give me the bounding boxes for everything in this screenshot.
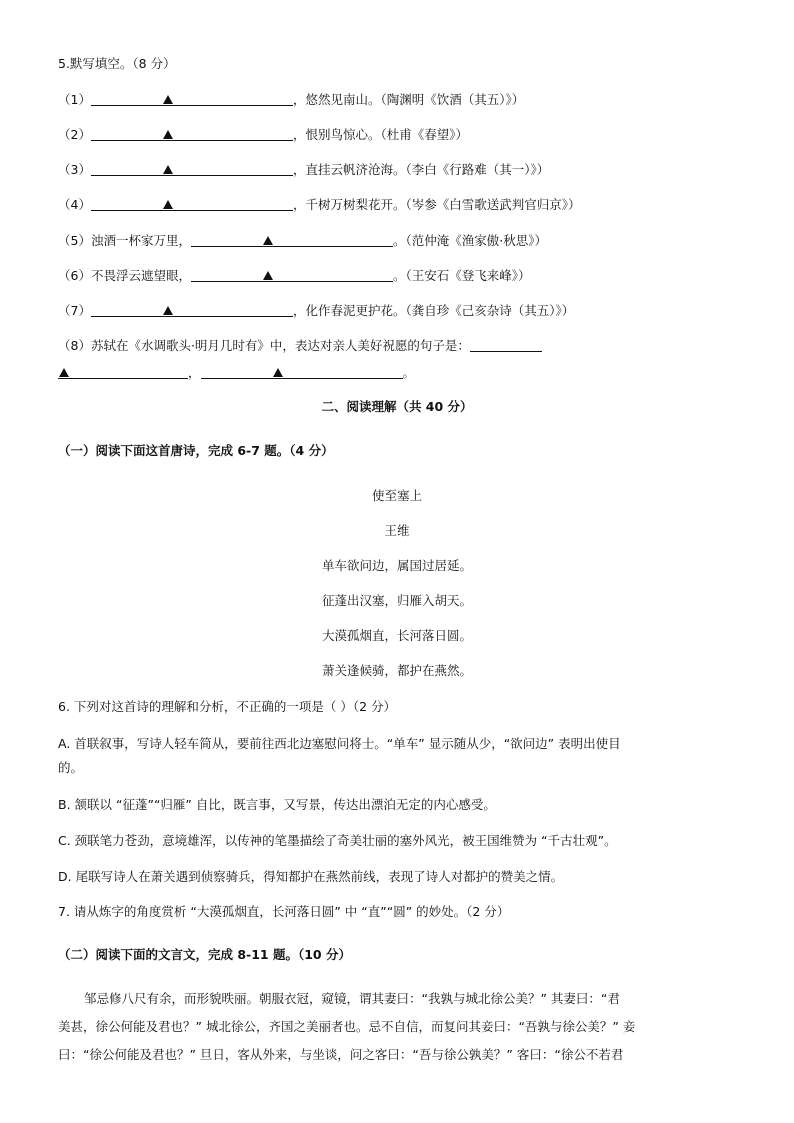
q5-item-5	[58, 232, 547, 249]
item-number: （4）	[58, 197, 91, 212]
item-text: ，悠然见南山。（陶渊明《饮酒（其五）》）	[292, 92, 525, 107]
passage-line-1: 邹忌修八尺有余，而形貌昳丽。朝服衣冠，窥镜，谓其妻曰：“我孰与城北徐公美？” 其妻曰：“君	[84, 991, 620, 1006]
q5-title: 5.默写填空。（8 分）	[58, 56, 176, 71]
q5-item-8	[58, 337, 542, 354]
item-text: ，千树万树梨花开。（岑参《白雪歌送武判官归京》）	[292, 197, 581, 212]
answer-blank[interactable]	[470, 337, 542, 352]
item-text: 苏轼在《水调歌头·明月几时有》中，表达对亲人美好祝愿的句子是：	[90, 338, 470, 353]
item-text: ，	[188, 365, 201, 380]
item-text: ，直挂云帆济沧海。（李白《行路难（其一）》）	[292, 162, 550, 177]
poem-line-1: 单车欲问边，属国过居延。	[321, 558, 472, 573]
passage-line-2: 美甚，徐公何能及君也？” 城北徐公，齐国之美丽者也。忌不自信，而复问其妾曰：“吾孰与徐公美？” 妾	[58, 1019, 636, 1034]
item-number: （1）	[58, 92, 91, 107]
item-text: 。（范仲淹《渔家傲·秋思》）	[392, 233, 547, 248]
section-title: 二、阅读理解（共 40 分）	[321, 399, 473, 414]
item-number: （3）	[58, 162, 91, 177]
triangle-marker-icon	[163, 306, 173, 315]
q7-stem: 7. 请从炼字的角度赏析 “大漠孤烟直，长河落日圆” 中 “直”“圆” 的妙处。（2 分）	[58, 904, 510, 919]
answer-blank[interactable]	[191, 267, 393, 282]
item-number: （8）	[58, 338, 91, 353]
q5-item-7	[58, 302, 574, 319]
item-number: （2）	[58, 127, 91, 142]
item-number: （7）	[58, 303, 91, 318]
poem-author: 王维	[384, 523, 410, 538]
part2-heading: （二）阅读下面的文言文，完成 8-11 题。（10 分）	[58, 947, 351, 962]
answer-blank[interactable]	[91, 196, 293, 211]
answer-blank[interactable]	[91, 91, 293, 106]
triangle-marker-icon	[263, 271, 273, 280]
item-text: 不畏浮云遮望眼，	[90, 268, 191, 283]
q5-item-1	[58, 91, 524, 108]
poem-line-3: 大漠孤烟直，长河落日圆。	[321, 628, 472, 643]
q5-item-6	[58, 267, 530, 284]
q6-option-a: A. 首联叙事，写诗人轻车简从，要前往西北边塞慰问将士。“单车” 显示随从少，“欲问边” 表明出使目	[58, 736, 621, 751]
q5-item-3	[58, 161, 549, 178]
answer-blank[interactable]	[191, 232, 393, 247]
item-text: 。	[402, 365, 416, 380]
triangle-marker-icon	[163, 95, 173, 104]
answer-blank[interactable]	[91, 302, 293, 317]
poem-line-4: 萧关逢候骑，都护在燕然。	[321, 663, 472, 678]
q6-option-b: B. 颔联以 “征蓬”“归雁” 自比，既言事，又写景，传达出漂泊无定的内心感受。	[58, 797, 496, 812]
triangle-marker-icon	[263, 236, 273, 245]
item-number: （6）	[58, 268, 91, 283]
triangle-marker-icon	[163, 165, 173, 174]
poem-line-2: 征蓬出汉塞，归雁入胡天。	[321, 593, 472, 608]
passage-line-3: 曰：“徐公何能及君也？” 旦日，客从外来，与坐谈，问之客曰：“吾与徐公孰美？” 客曰：“徐公不若君	[58, 1047, 624, 1062]
q5-item-2	[58, 126, 468, 143]
triangle-marker-icon	[59, 368, 69, 377]
q5-item-8-line2	[58, 364, 415, 381]
triangle-marker-icon	[163, 130, 173, 139]
item-text: 。（王安石《登飞来峰》）	[392, 268, 531, 283]
answer-blank[interactable]	[58, 364, 188, 379]
q6-option-d: D. 尾联写诗人在萧关遇到侦察骑兵，得知都护在燕然前线，表现了诗人对都护的赞美之情。	[58, 869, 564, 884]
item-number: （5）	[58, 233, 91, 248]
poem-title: 使至塞上	[371, 488, 422, 503]
triangle-marker-icon	[273, 368, 283, 377]
item-text: ，化作春泥更护花。（龚自珍《己亥杂诗（其五）》）	[292, 303, 575, 318]
item-text: ，恨别鸟惊心。（杜甫《春望》）	[292, 127, 468, 142]
q5-item-4	[58, 196, 580, 213]
answer-blank[interactable]	[91, 126, 293, 141]
answer-blank[interactable]	[91, 161, 293, 176]
q6-option-c: C. 颈联笔力苍劲，意境雄浑，以传神的笔墨描绘了奇美壮丽的塞外风光，被王国维赞为 “千古壮观”。	[58, 833, 617, 848]
answer-blank[interactable]	[201, 364, 403, 379]
item-text: 浊酒一杯家万里，	[90, 233, 191, 248]
q6-option-a-cont: 的。	[58, 760, 84, 775]
triangle-marker-icon	[163, 200, 173, 209]
q6-stem: 6. 下列对这首诗的理解和分析，不正确的一项是（ ）（2 分）	[58, 699, 397, 714]
part1-heading: （一）阅读下面这首唐诗，完成 6-7 题。（4 分）	[58, 443, 334, 458]
